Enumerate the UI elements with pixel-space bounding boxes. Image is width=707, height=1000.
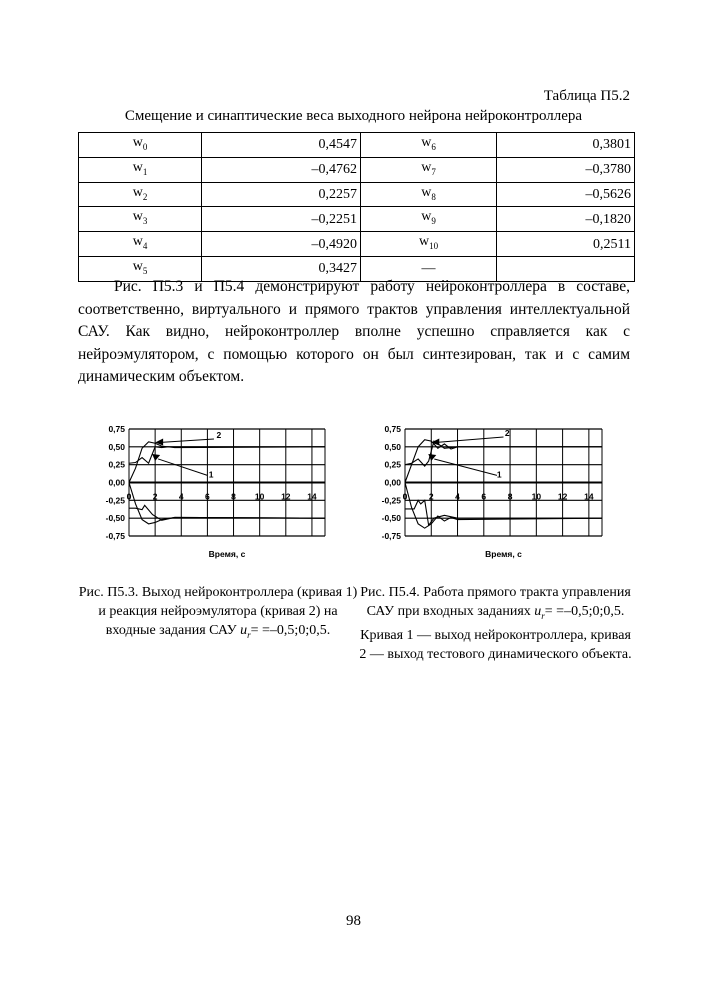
weight-name: $w_4$ — [79, 232, 202, 257]
weight-value: –0,4762 — [202, 157, 361, 182]
figure-p5-4-caption: Рис. П5.4. Работа прямого тракта управления САУ при входных заданиях $u_r=$ =–0,5;0;0,5. Кривая 1 — выход нейроконтроллера, кривая 2 — выход тестового динамического объекта. — [359, 585, 632, 662]
table-row — [79, 182, 635, 207]
body-paragraph: Рис. П5.3 и П5.4 демонстрируют работу нейроконтроллера в составе, соответственно, виртуального и прямого трактов управления интеллектуальной САУ. Как видно, нейроконтроллер вполне успешно справляется как с нейроэмулятором, с помощью которого он был синтезирован, так и с самим динамическим объектом. — [78, 278, 630, 385]
annotation-label-1: 1 — [208, 469, 214, 480]
x-tick-label: 12 — [281, 491, 291, 502]
weight-name: — — [361, 256, 497, 281]
x-tick-label: 0 — [126, 491, 132, 502]
series-2-line — [402, 483, 602, 529]
weight-value: –0,1820 — [497, 207, 635, 232]
weight-value: –0,5626 — [497, 182, 635, 207]
y-tick-label: 0,75 — [108, 424, 125, 434]
x-tick-label: 4 — [455, 491, 460, 502]
annotation-arrow-1 — [158, 459, 207, 475]
weight-name: $w_8$ — [361, 182, 497, 207]
annotation-label-2: 2 — [216, 430, 222, 440]
y-tick-label: -0,25 — [381, 495, 401, 506]
series-2-line — [129, 442, 325, 483]
y-tick-label: 0,00 — [384, 477, 401, 488]
weight-name: $w_1$ — [79, 157, 202, 182]
x-tick-label: 10 — [254, 491, 265, 502]
weight-name: $w_3$ — [79, 207, 202, 232]
weight-value: –0,4920 — [202, 232, 361, 257]
weight-value: 0,2511 — [497, 232, 635, 257]
annotation-arrow-2 — [435, 437, 503, 443]
y-tick-label: -0,75 — [105, 531, 125, 541]
weight-name: $w_{10}$ — [361, 232, 497, 257]
x-tick-label: 6 — [205, 491, 210, 502]
weight-name: $w_0$ — [79, 133, 202, 158]
table-row — [79, 207, 635, 232]
x-tick-label: 14 — [584, 491, 594, 502]
x-tick-label: 8 — [507, 491, 513, 502]
weights-table — [78, 132, 635, 282]
y-tick-label: -0,50 — [105, 513, 125, 524]
arrowhead-icon — [152, 454, 160, 461]
weight-value: 0,3801 — [497, 133, 635, 158]
annotation-label-2: 2 — [504, 428, 510, 438]
x-axis-label: Время, с — [485, 549, 522, 559]
y-tick-label: 0,75 — [384, 424, 401, 434]
x-tick-label: 2 — [428, 491, 434, 502]
figure-p5-4-chart — [355, 415, 635, 565]
annotation-arrow-2 — [159, 439, 214, 443]
y-tick-label: -0,75 — [381, 531, 401, 541]
weight-name: $w_7$ — [361, 157, 497, 182]
y-tick-label: -0,25 — [105, 495, 125, 506]
table-row — [79, 157, 635, 182]
annotation-arrow-1 — [434, 459, 497, 475]
table-row — [79, 232, 635, 257]
x-tick-label: 4 — [178, 491, 184, 502]
weight-value: –0,3780 — [497, 157, 635, 182]
series-1-line — [405, 500, 602, 525]
x-tick-label: 6 — [481, 491, 487, 502]
figure-p5-3-caption: Рис. П5.3. Выход нейроконтроллера (кривая 1) и реакция нейроэмулятора (кривая 2) на входные задания САУ $u_r=$ =–0,5;0;0,5. — [78, 585, 358, 640]
weight-name: $w_6$ — [361, 133, 497, 158]
weight-name: $w_2$ — [79, 182, 202, 207]
annotation-label-1: 1 — [496, 469, 502, 480]
table-title: Смещение и синаптические веса выходного нейрона нейроконтроллера — [124, 108, 583, 124]
weight-value: 0,3427 — [202, 256, 361, 281]
x-tick-label: 10 — [531, 491, 542, 502]
weight-value: 0,2257 — [202, 182, 361, 207]
y-tick-label: 0,25 — [384, 459, 401, 470]
weight-name: $w_9$ — [361, 207, 497, 232]
weight-value: –0,2251 — [202, 207, 361, 232]
table-row — [79, 133, 635, 158]
series-2-line — [405, 440, 602, 483]
x-tick-label: 12 — [557, 491, 568, 502]
weight-value: 0,4547 — [202, 133, 361, 158]
x-tick-label: 0 — [402, 491, 408, 502]
x-tick-label: 14 — [307, 491, 317, 502]
weight-name: $w_5$ — [79, 256, 202, 281]
figure-p5-3-chart — [80, 415, 360, 565]
table-label: Таблица П5.2 — [543, 88, 630, 104]
y-tick-label: 0,00 — [108, 477, 125, 488]
y-tick-label: 0,50 — [384, 441, 401, 452]
y-tick-label: 0,25 — [108, 459, 125, 470]
page-number: 98 — [346, 913, 361, 929]
x-tick-label: 8 — [231, 491, 236, 502]
y-tick-label: -0,50 — [381, 513, 401, 524]
y-tick-label: 0,50 — [108, 441, 125, 452]
x-axis-label: Время, с — [208, 549, 246, 559]
x-tick-label: 2 — [152, 491, 158, 502]
